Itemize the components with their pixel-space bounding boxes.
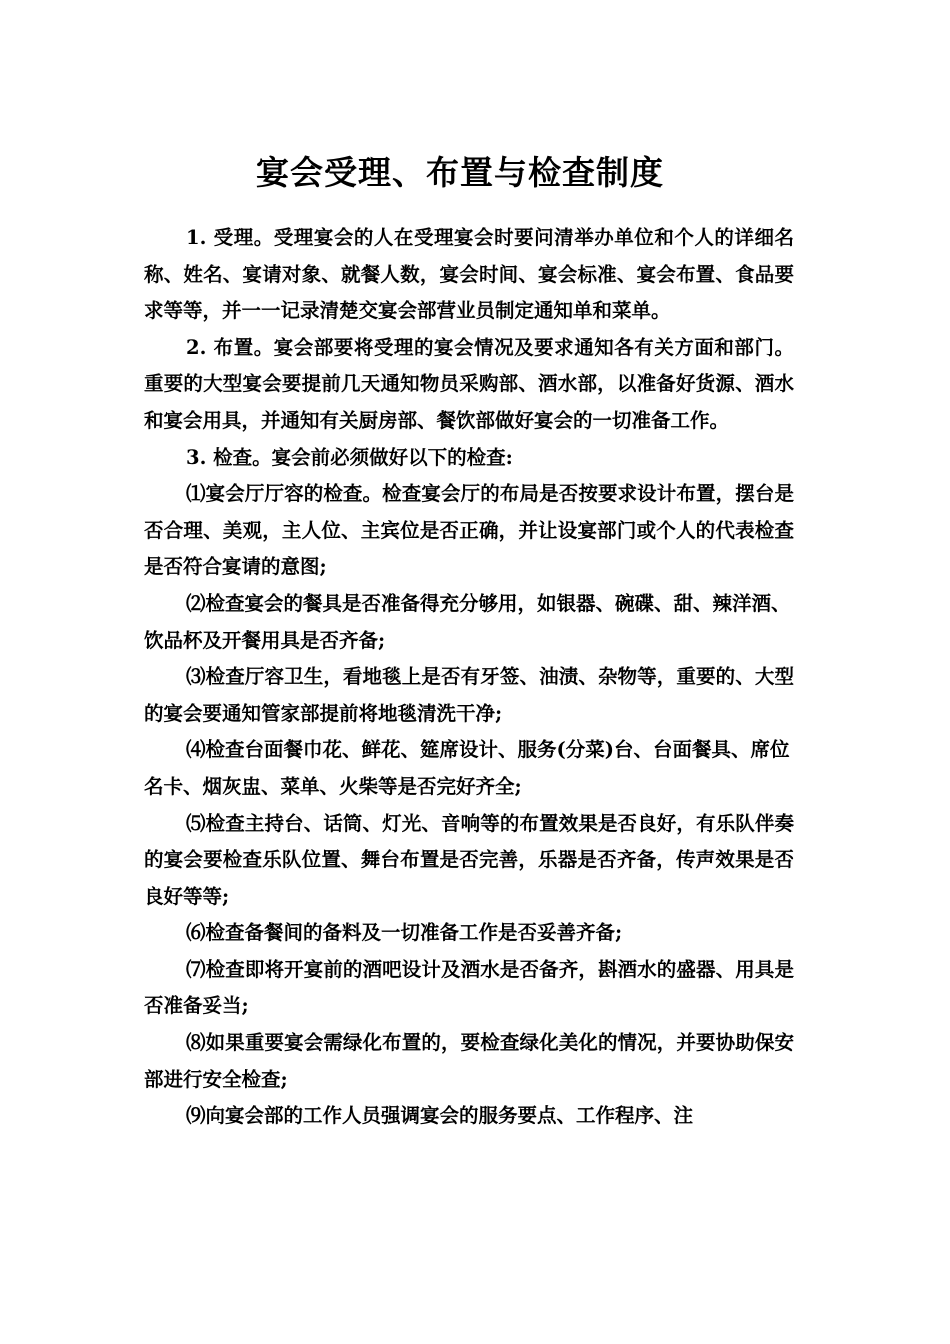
document-title: 宴会受理、布置与检查制度: [256, 153, 664, 193]
paragraph-check-5: ⑸检查主持台、话筒、灯光、音响等的布置效果是否良好，有乐队伴奏的宴会要检查乐队位置、舞台布置是否完善，乐器是否齐备，传声效果是否良好等等;: [144, 811, 794, 908]
document-body: [144, 220, 794, 1135]
paragraph-check-1: ⑴宴会厅厅容的检查。检查宴会厅的布局是否按要求设计布置，摆台是否合理、美观，主人位、主宾位是否正确，并让设宴部门或个人的代表检查是否符合宴请的意图;: [144, 482, 794, 579]
paragraph-check-3: ⑶检查厅容卫生，看地毯上是否有牙签、油渍、杂物等，重要的、大型的宴会要通知管家部提前将地毯清洗干净;: [144, 665, 794, 725]
paragraph-check-2: ⑵检查宴会的餐具是否准备得充分够用，如银器、碗碟、甜、辣洋酒、饮品杯及开餐用具是否齐备;: [144, 591, 791, 652]
paragraph-arrangement: 2. 布置。宴会部要将受理的宴会情况及要求通知各有关方面和部门。重要的大型宴会要提前几天通知物员采购部、酒水部，以准备好货源、酒水和宴会用具，并通知有关厨房部、餐饮部做好宴会的一切准备工作。: [144, 335, 794, 432]
paragraph-check-8: ⑻如果重要宴会需绿化布置的，要检查绿化美化的情况，并要协助保安部进行安全检查;: [144, 1031, 794, 1091]
paragraph-check-7: ⑺检查即将开宴前的酒吧设计及酒水是否备齐，斟酒水的盛器、用具是否准备妥当;: [144, 957, 794, 1018]
paragraph-check-6: ⑹检查备餐间的备料及一切准备工作是否妥善齐备;: [186, 921, 623, 945]
paragraph-inspection-intro: 3. 检查。宴会前必须做好以下的检查:: [186, 445, 513, 469]
paragraph-reception: 1. 受理。受理宴会的人在受理宴会时要问清举办单位和个人的详细名称、姓名、宴请对象、就餐人数，宴会时间、宴会标准、宴会布置、食品要求等等，并一一记录清楚交宴会部营业员制定通知单和菜单。: [144, 226, 794, 323]
paragraph-check-9: ⑼向宴会部的工作人员强调宴会的服务要点、工作程序、注: [186, 1104, 694, 1128]
paragraph-check-4: ⑷检查台面餐巾花、鲜花、筵席设计、服务(分菜)台、台面餐具、席位名卡、烟灰盅、菜单、火柴等是否完好齐全;: [144, 738, 790, 798]
